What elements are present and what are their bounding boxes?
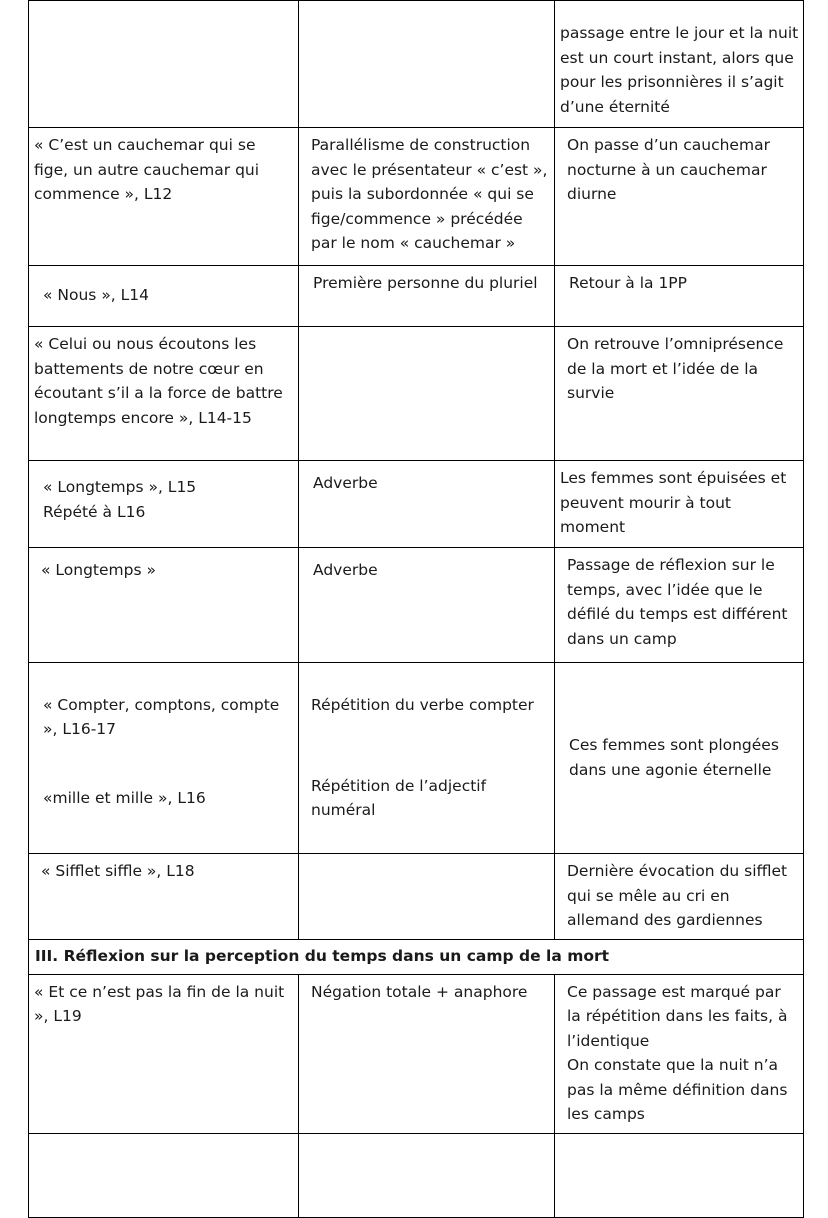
device-cell: Négation totale + anaphore (299, 974, 555, 1133)
quote-cell (29, 1, 299, 128)
device-cell (299, 1, 555, 128)
interpretation-cell: Passage de réflexion sur le temps, avec l’idée que le défilé du temps est différent dans un camp (555, 548, 804, 663)
device-text: Répétition de l’adjectif numéral (311, 776, 487, 819)
interpretation-cell: Ce passage est marqué par la répétition dans les faits, à l’identique On constate que la nuit n’a pas la même définition dans les camps (555, 974, 804, 1133)
interpretation-cell: Dernière évocation du sifflet qui se mêle au cri en allemand des gardiennes (555, 854, 804, 940)
table-row (29, 854, 804, 940)
device-cell: Parallélisme de construction avec le présentateur « c’est », puis la subordonnée « qui se fige/commence » précédée par le nom « cauchemar » (299, 128, 555, 266)
table-row (29, 128, 804, 266)
interpretation-cell: On passe d’un cauchemar nocturne à un cauchemar diurne (555, 128, 804, 266)
quote-cell: « Celui ou nous écoutons les battements de notre cœur en écoutant s’il a la force de battre longtemps encore », L14-15 (29, 327, 299, 461)
quote-cell: « Longtemps », L15 Répété à L16 (29, 461, 299, 548)
interpretation-cell: Les femmes sont épuisées et peuvent mourir à tout moment (555, 461, 804, 548)
interpretation-cell: Ces femmes sont plongées dans une agonie éternelle (555, 663, 804, 854)
quote-cell: « Et ce n’est pas la fin de la nuit », L19 (29, 974, 299, 1133)
device-cell: Adverbe (299, 548, 555, 663)
table-row (29, 663, 804, 854)
analysis-table (28, 0, 804, 1218)
table-row (29, 1, 804, 128)
quote-cell: « C’est un cauchemar qui se fige, un autre cauchemar qui commence », L12 (29, 128, 299, 266)
device-cell (299, 854, 555, 940)
quote-cell: « Sifflet siffle », L18 (29, 854, 299, 940)
device-cell: Adverbe (299, 461, 555, 548)
interpretation-cell: On retrouve l’omniprésence de la mort et l’idée de la survie (555, 327, 804, 461)
interpretation-cell: passage entre le jour et la nuit est un court instant, alors que pour les prisonnières il s’agit d’une éternité (555, 1, 804, 128)
device-text: Répétition du verbe compter (311, 695, 534, 714)
quote-text: « Compter, comptons, compte », L16-17 (43, 695, 280, 738)
interpretation-cell: Retour à la 1PP (555, 266, 804, 327)
quote-cell (29, 1133, 299, 1217)
interpretation-cell (555, 1133, 804, 1217)
quote-cell: « Nous », L14 (29, 266, 299, 327)
device-cell (299, 663, 555, 854)
table-row (29, 266, 804, 327)
device-cell (299, 1133, 555, 1217)
quote-cell (29, 663, 299, 854)
section-title: III. Réflexion sur la perception du temps dans un camp de la mort (29, 939, 804, 974)
quote-cell: « Longtemps » (29, 548, 299, 663)
device-cell: Première personne du pluriel (299, 266, 555, 327)
table-row (29, 548, 804, 663)
quote-text: «mille et mille », L16 (43, 789, 206, 807)
table-row (29, 974, 804, 1133)
device-cell (299, 327, 555, 461)
table-row (29, 1133, 804, 1217)
table-row (29, 327, 804, 461)
section-heading-row (29, 939, 804, 974)
table-row (29, 461, 804, 548)
